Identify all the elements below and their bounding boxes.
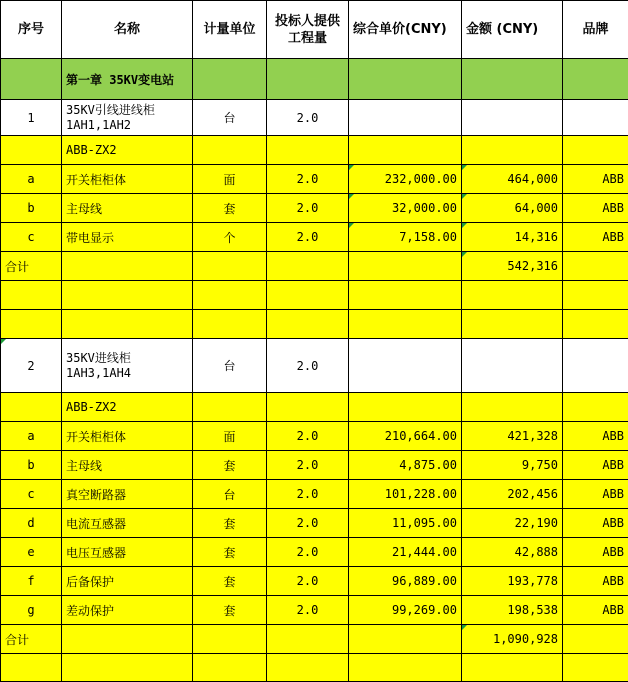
item-seq: d [1, 509, 62, 538]
table-row [1, 165, 628, 194]
item-amount: 202,456 [462, 480, 563, 509]
header-brand: 品牌 [563, 1, 628, 59]
item-brand: ABB [563, 567, 628, 596]
item-amount: 42,888 [462, 538, 563, 567]
header-unit: 计量单位 [193, 1, 267, 59]
section-name-line2: 1AH1,1AH2 [66, 117, 132, 132]
item-unit: 套 [193, 451, 267, 480]
item-amount: 421,328 [462, 422, 563, 451]
item-unit: 套 [193, 509, 267, 538]
item-unit: 面 [193, 165, 267, 194]
item-amount: 464,000 [462, 165, 563, 194]
section-name [62, 339, 193, 393]
item-amount: 9,750 [462, 451, 563, 480]
item-seq: a [1, 165, 62, 194]
section-seq: 2 [1, 339, 62, 393]
item-seq: f [1, 567, 62, 596]
item-qty: 2.0 [267, 509, 349, 538]
section-name-line1: 35KV进线柜 [66, 350, 131, 365]
total-row [1, 625, 628, 654]
item-brand: ABB [563, 596, 628, 625]
item-brand: ABB [563, 538, 628, 567]
item-unit: 面 [193, 422, 267, 451]
item-unit: 套 [193, 538, 267, 567]
item-name: 主母线 [62, 451, 193, 480]
model-name: ABB-ZX2 [62, 136, 193, 165]
item-qty: 2.0 [267, 194, 349, 223]
total-amount: 1,090,928 [462, 625, 563, 654]
header-name: 名称 [62, 1, 193, 59]
table-row [1, 509, 628, 538]
item-qty: 2.0 [267, 165, 349, 194]
table-row [1, 422, 628, 451]
item-brand: ABB [563, 480, 628, 509]
header-unit-price: 综合单价(CNY) [349, 1, 462, 59]
item-price: 99,269.00 [349, 596, 462, 625]
model-row [1, 393, 628, 422]
item-brand: ABB [563, 422, 628, 451]
item-name: 带电显示 [62, 223, 193, 252]
item-seq: b [1, 451, 62, 480]
section-unit: 台 [193, 339, 267, 393]
table-row [1, 538, 628, 567]
item-seq: c [1, 480, 62, 509]
item-qty: 2.0 [267, 422, 349, 451]
item-price: 7,158.00 [349, 223, 462, 252]
section-row [1, 100, 628, 136]
item-amount: 64,000 [462, 194, 563, 223]
item-brand: ABB [563, 165, 628, 194]
item-qty: 2.0 [267, 223, 349, 252]
section-qty: 2.0 [267, 339, 349, 393]
item-price: 11,095.00 [349, 509, 462, 538]
item-unit: 套 [193, 596, 267, 625]
table-row [1, 596, 628, 625]
item-seq: g [1, 596, 62, 625]
section-qty: 2.0 [267, 100, 349, 136]
empty-row [1, 654, 628, 682]
item-brand: ABB [563, 194, 628, 223]
header-amount: 金额 (CNY) [462, 1, 563, 59]
table-row [1, 567, 628, 596]
section-name-line2: 1AH3,1AH4 [66, 365, 132, 380]
empty-row [1, 310, 628, 339]
item-brand: ABB [563, 223, 628, 252]
item-seq: b [1, 194, 62, 223]
item-unit: 个 [193, 223, 267, 252]
section-row [1, 339, 628, 393]
section-seq: 1 [1, 100, 62, 136]
item-amount: 14,316 [462, 223, 563, 252]
item-name: 开关柜柜体 [62, 422, 193, 451]
model-row [1, 136, 628, 165]
section-name-line1: 35KV引线进线柜 [66, 102, 155, 117]
item-seq: a [1, 422, 62, 451]
item-qty: 2.0 [267, 596, 349, 625]
item-price: 210,664.00 [349, 422, 462, 451]
total-amount: 542,316 [462, 252, 563, 281]
chapter-row [1, 59, 628, 100]
item-price: 101,228.00 [349, 480, 462, 509]
total-label: 合计 [1, 252, 62, 281]
item-unit: 台 [193, 480, 267, 509]
table-row [1, 194, 628, 223]
section-name [62, 100, 193, 136]
item-price: 232,000.00 [349, 165, 462, 194]
table-row [1, 223, 628, 252]
item-qty: 2.0 [267, 538, 349, 567]
chapter-title: 第一章 35KV变电站 [62, 59, 193, 100]
section-unit: 台 [193, 100, 267, 136]
item-name: 开关柜柜体 [62, 165, 193, 194]
item-price: 4,875.00 [349, 451, 462, 480]
header-row [1, 1, 628, 59]
item-amount: 22,190 [462, 509, 563, 538]
header-seq: 序号 [1, 1, 62, 59]
item-seq: e [1, 538, 62, 567]
item-name: 电压互感器 [62, 538, 193, 567]
item-brand: ABB [563, 451, 628, 480]
item-price: 96,889.00 [349, 567, 462, 596]
item-unit: 套 [193, 194, 267, 223]
total-label: 合计 [1, 625, 62, 654]
empty-row [1, 281, 628, 310]
item-brand: ABB [563, 509, 628, 538]
item-qty: 2.0 [267, 567, 349, 596]
item-name: 电流互感器 [62, 509, 193, 538]
item-name: 主母线 [62, 194, 193, 223]
item-unit: 套 [193, 567, 267, 596]
item-amount: 193,778 [462, 567, 563, 596]
item-name: 差动保护 [62, 596, 193, 625]
table-row [1, 451, 628, 480]
model-name: ABB-ZX2 [62, 393, 193, 422]
header-qty: 投标人提供工程量 [267, 1, 349, 59]
item-price: 32,000.00 [349, 194, 462, 223]
item-amount: 198,538 [462, 596, 563, 625]
item-name: 后备保护 [62, 567, 193, 596]
table-row [1, 480, 628, 509]
total-row [1, 252, 628, 281]
item-seq: c [1, 223, 62, 252]
item-qty: 2.0 [267, 451, 349, 480]
item-qty: 2.0 [267, 480, 349, 509]
item-name: 真空断路器 [62, 480, 193, 509]
item-price: 21,444.00 [349, 538, 462, 567]
